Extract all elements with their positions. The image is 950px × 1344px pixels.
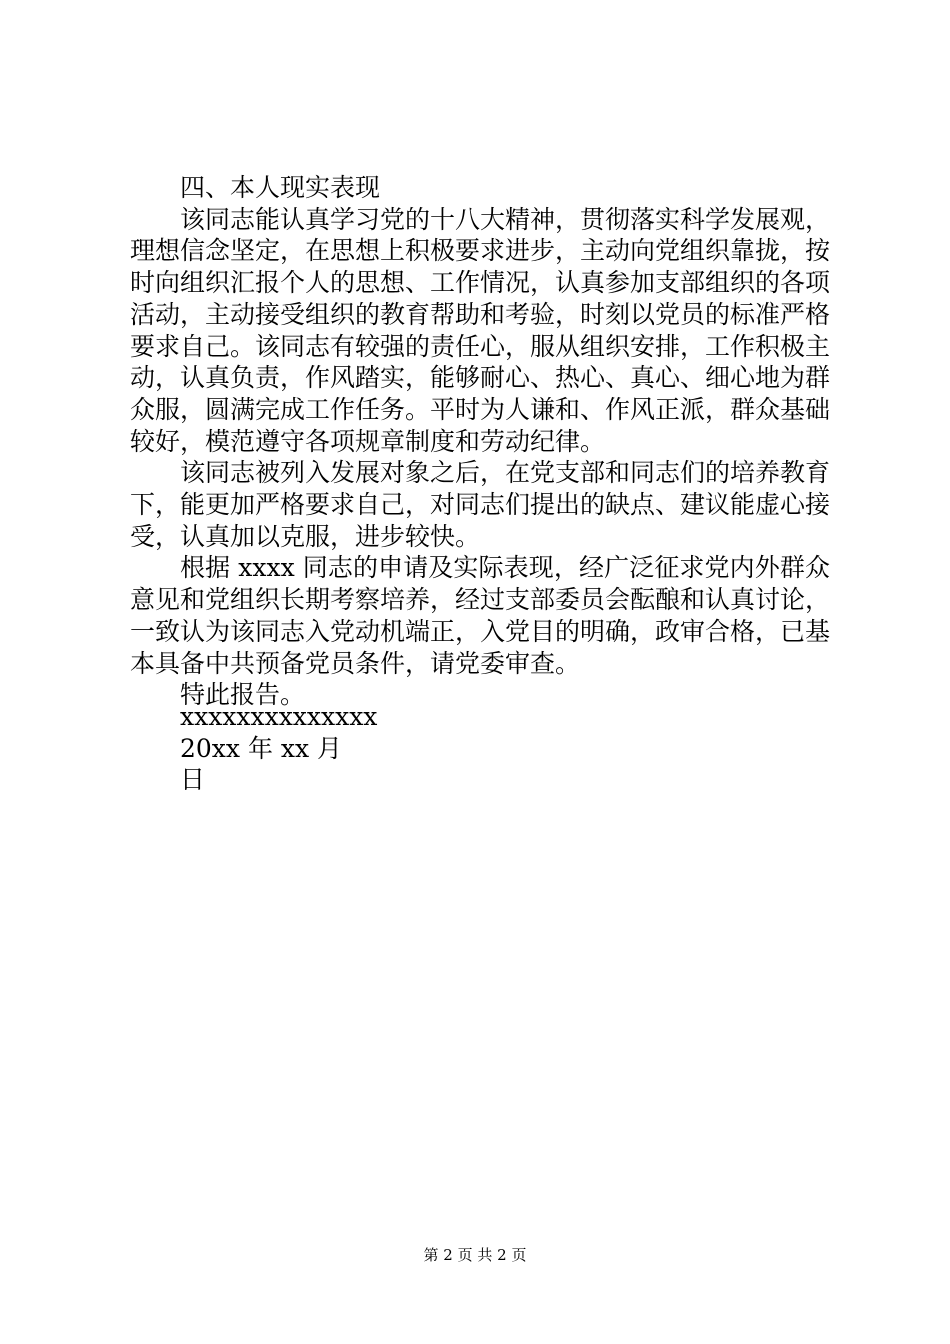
- section-heading: 四、本人现实表现: [180, 173, 381, 202]
- signature-line: xxxxxxxxxxxxxx: [180, 702, 378, 731]
- day-line: 日: [180, 765, 206, 795]
- date-line: 20xx 年 xx 月: [180, 733, 343, 763]
- signoff-block: [180, 701, 377, 796]
- paragraph-closing: 特此报告。: [180, 680, 306, 710]
- paragraph-conclusion: 根据 xxxx 同志的申请及实际表现，经广泛征求党内外群众意见和党组织长期考察培养，经过支部委员会酝酿和认真讨论，一致认为该同志入党动机端正，入党目的明确，政审合格，已基本具备中共预备党员条件，请党委审查。: [130, 553, 831, 678]
- document-body: [130, 172, 830, 711]
- page-footer: [0, 1245, 950, 1265]
- page-indicator: 第 2 页 共 2 页: [423, 1246, 527, 1264]
- paragraph-development: 该同志被列入发展对象之后，在党支部和同志们的培养教育下，能更加严格要求自己，对同志们提出的缺点、建议能虚心接受，认真加以克服，进步较快。: [130, 458, 831, 551]
- paragraph-performance: 该同志能认真学习党的十八大精神，贯彻落实科学发展观，理想信念坚定，在思想上积极要求进步，主动向党组织靠拢，按时向组织汇报个人的思想、工作情况，认真参加支部组织的各项活动，主动接受组织的教育帮助和考验，时刻以党员的标准严格要求自己。该同志有较强的责任心，服从组织安排，工作积极主动，认真负责，作风踏实，能够耐心、热心、真心、细心地为群众服，圆满完成工作任务。平时为人谦和、作风正派，群众基础较好，模范遵守各项规章制度和劳动纪律。: [130, 204, 831, 456]
